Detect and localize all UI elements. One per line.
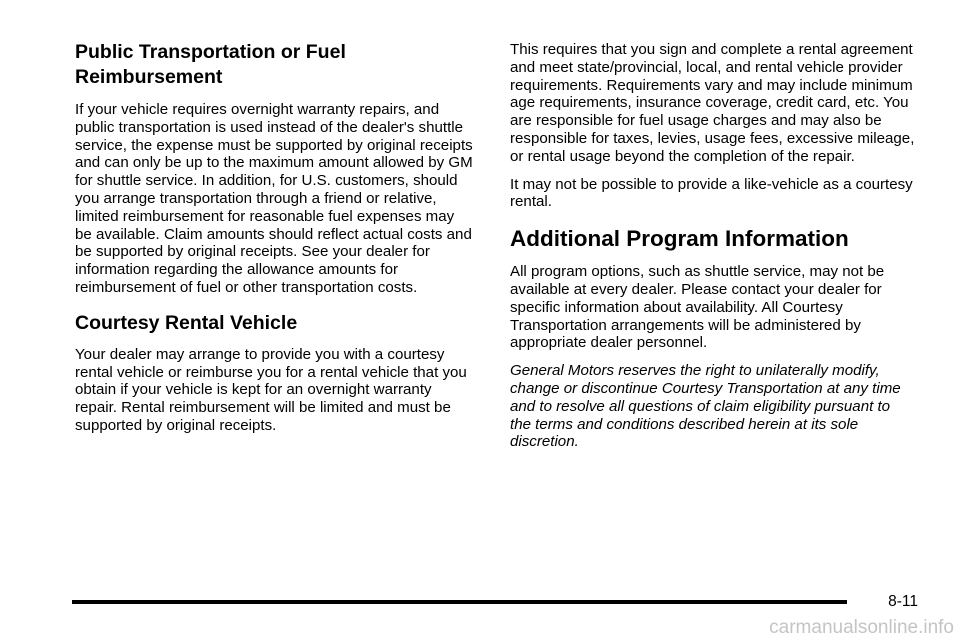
heading-courtesy-rental: Courtesy Rental Vehicle <box>75 311 298 334</box>
heading-additional-program: Additional Program Information <box>510 226 849 252</box>
footer-rule <box>72 600 847 604</box>
heading-public-transportation: Public Transportation or Fuel Reimbursement <box>75 41 346 88</box>
paragraph-public-transportation: If your vehicle requires overnight warranty repairs, and public transportation is used instead of the dealer's shuttle service, the expense must be supported by original receipts and can only be up to the maximum amount allowed by GM for shuttle service. In addition, for U.S. customers, should you arrange transportation through a friend or relative, limited reimbursement for reasonable fuel expenses may be available. Claim amounts should reflect actual costs and be supported by original receipts. See your dealer for information regarding the allowance amounts for reimbursement of fuel or other transportation costs. <box>75 101 473 296</box>
paragraph-courtesy-rental: Your dealer may arrange to provide you with a courtesy rental vehicle or reimburse you for a rental vehicle that you obtain if your vehicle is kept for an overnight warranty repair. Rental reimbursement will be limited and must be supported by original receipts. <box>75 345 467 434</box>
watermark: carmanualsonline.info <box>769 617 954 638</box>
left-column <box>75 40 475 435</box>
paragraph-program-options: All program options, such as shuttle service, may not be available at every dealer. Please contact your dealer for specific information about availability. All Courtesy Transportation arrangements will be administered by appropriate dealer personnel. <box>510 263 885 352</box>
right-column <box>510 41 915 451</box>
paragraph-gm-reserves: General Motors reserves the right to unilaterally modify, change or discontinue Courtesy Transportation at any time and to resolve all questions of claim eligibility pursuant to the terms and conditions described herein at its sole discretion. <box>510 362 901 451</box>
page-number: 8-11 <box>888 593 918 610</box>
paragraph-rental-requirements: This requires that you sign and complete a rental agreement and meet state/provincial, local, and rental vehicle provider requirements. Requirements vary and may include minimum age requirements, insurance coverage, credit card, etc. You are responsible for fuel usage charges and may also be responsible for taxes, levies, usage fees, excessive mileage, or rental usage beyond the completion of the repair. <box>510 41 915 165</box>
paragraph-like-vehicle: It may not be possible to provide a like-vehicle as a courtesy rental. <box>510 175 913 211</box>
